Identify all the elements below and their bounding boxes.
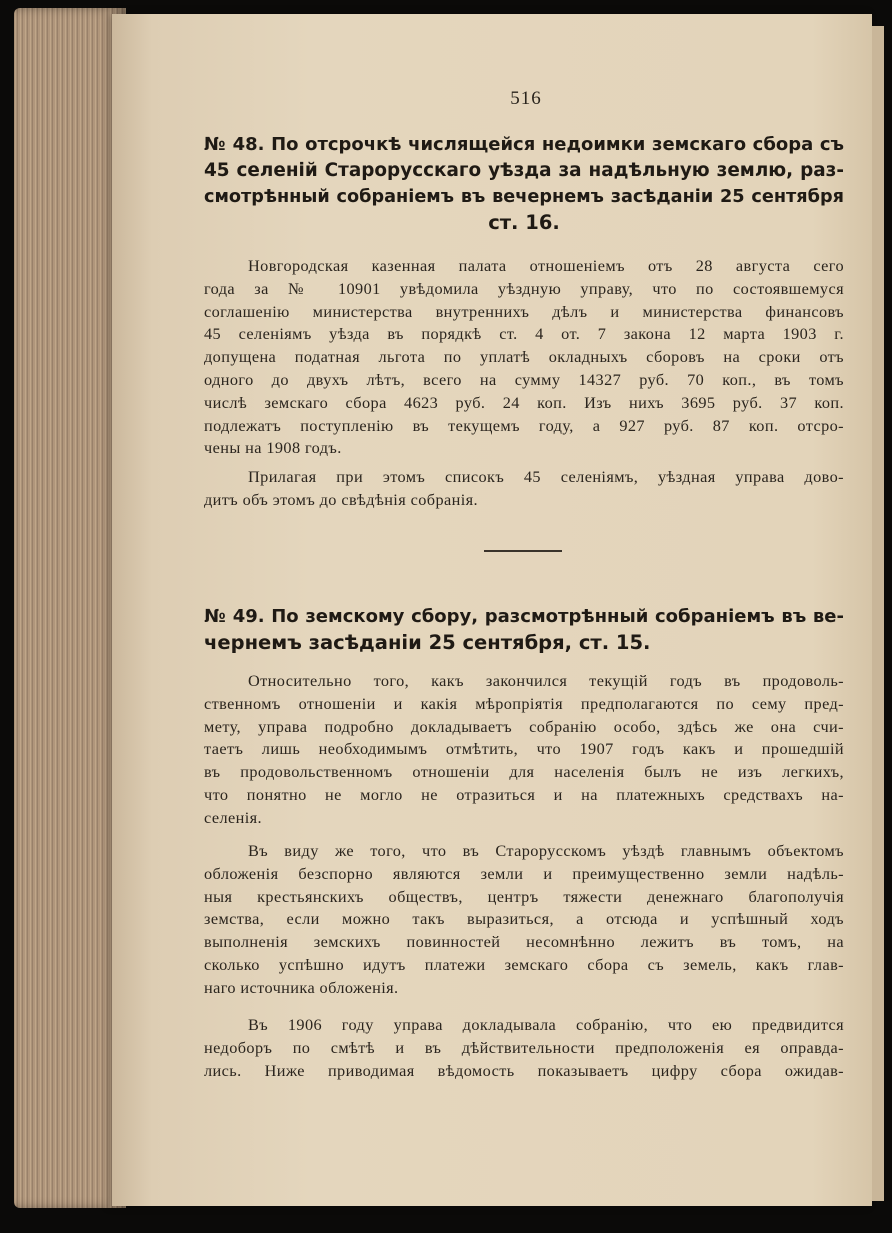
text-line: допущена податная льгота по уплатѣ окладныхъ сборовъ на сроки отъ — [204, 347, 844, 367]
text-line: Въ виду же того, что въ Старорусскомъ уѣздѣ главнымъ объектомъ — [248, 841, 844, 860]
text-line: что понятно не могло не отразиться и на платежныхъ средствахъ на- — [204, 784, 844, 804]
heading-line: № 48. По отсрочкѣ числящейся недоимки земскаго сбора съ — [204, 134, 844, 155]
section-48-heading — [204, 132, 844, 236]
section-49-paragraph-1 — [204, 670, 844, 830]
facing-page-edge — [872, 26, 884, 1201]
section-49-paragraph-3 — [204, 1014, 844, 1082]
section-49-paragraph-2 — [204, 840, 844, 1000]
text-line: года за № 10901 увѣдомила уѣздную управу, что по состоявшемуся — [204, 278, 844, 298]
text-line: недоборъ по смѣтѣ и въ дѣйствительности предположенія ея оправда- — [204, 1037, 844, 1057]
heading-line: чернемъ засѣданіи 25 сентября, ст. 15. — [204, 631, 651, 654]
text-line: Въ 1906 году управа докладывала собранію, что ею предвидится — [248, 1015, 844, 1034]
text-line: ныя крестьянскихъ обществъ, центръ тяжести денежнаго благополучія — [204, 886, 844, 906]
text-line: чены на 1908 годъ. — [204, 438, 342, 458]
text-line: наго источника обложенія. — [204, 977, 399, 997]
book-page-edges — [14, 8, 126, 1208]
text-line: числѣ земскаго сбора 4623 руб. 24 коп. Изъ нихъ 3695 руб. 37 коп. — [204, 392, 844, 412]
text-line: ственномъ отношеніи и какія мѣропріятія предполагаются по сему пред- — [204, 693, 844, 713]
text-line: сколько успѣшно идутъ платежи земскаго сбора съ земель, какъ глав- — [204, 954, 844, 974]
text-line: дитъ объ этомъ до свѣдѣнія собранія. — [204, 489, 479, 509]
section-divider — [484, 550, 562, 552]
text-line: соглашенію министерства внутреннихъ дѣлъ и министерства финансовъ — [204, 301, 844, 321]
heading-line: смотрѣнный собраніемъ въ вечернемъ засѣданіи 25 сентября — [204, 187, 844, 207]
section-48-paragraph-1 — [204, 255, 844, 460]
text-line: подлежатъ поступленію въ текущемъ году, а 927 руб. 87 коп. отсро- — [204, 415, 844, 435]
text-line: Относительно того, какъ закончился текущій годъ въ продоволь- — [248, 671, 844, 690]
text-line: таетъ лишь необходимымъ отмѣтить, что 1907 годъ какъ и прошедшій — [204, 739, 844, 759]
text-line: одного до двухъ лѣтъ, всего на сумму 14327 руб. 70 коп., въ томъ — [204, 369, 844, 389]
heading-line: № 49. По земскому сбору, разсмотрѣнный собраніемъ въ ве- — [204, 606, 844, 627]
heading-line: 45 селеній Старорусскаго уѣзда за надѣльную землю, раз- — [204, 160, 844, 181]
text-line: Прилагая при этомъ списокъ 45 селеніямъ, уѣздная управа дово- — [248, 467, 844, 486]
text-line: Новгородская казенная палата отношеніемъ отъ 28 августа сего — [248, 256, 844, 275]
text-line: мету, управа подробно докладываетъ собранію особо, здѣсь же она счи- — [204, 716, 844, 736]
section-48-paragraph-2 — [204, 466, 844, 512]
text-line: 45 селеніямъ уѣзда въ порядкѣ ст. 4 от. 7 закона 12 марта 1903 г. — [204, 324, 844, 344]
text-line: селенія. — [204, 807, 262, 827]
text-line: обложенія безспорно являются земли и преимущественно земли надѣль- — [204, 863, 844, 883]
section-49-heading — [204, 604, 844, 656]
page-number: 516 — [510, 88, 542, 109]
text-line: лись. Ниже приводимая вѣдомость показываетъ цифру сбора ожидав- — [204, 1060, 844, 1080]
text-line: выполненія земскихъ повинностей несомнѣнно лежитъ въ томъ, на — [204, 932, 844, 952]
text-line: въ продовольственномъ отношеніи для населенія былъ не изъ легкихъ, — [204, 762, 844, 782]
text-line: земства, если можно такъ выразиться, а отсюда и успѣшный ходъ — [204, 909, 844, 929]
heading-line: ст. 16. — [488, 211, 560, 234]
